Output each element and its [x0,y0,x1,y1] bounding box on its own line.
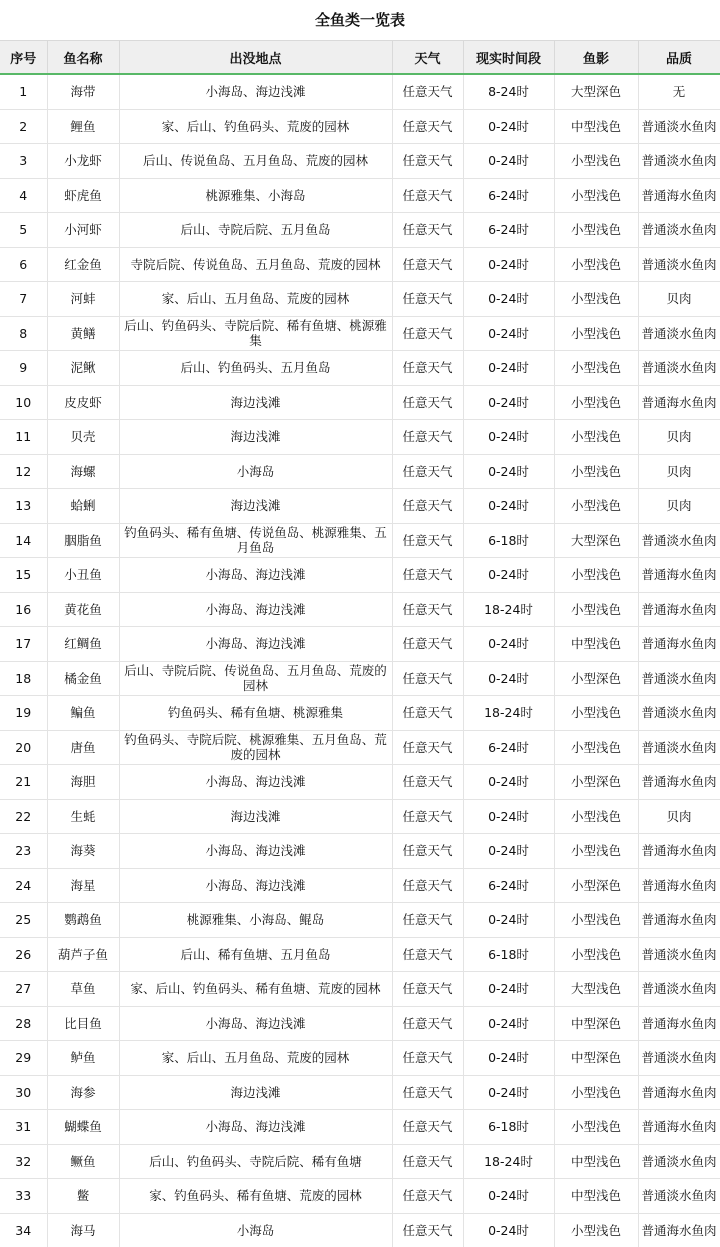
cell-fish-name: 红鲷鱼 [47,627,119,662]
cell-time: 0-24时 [463,627,554,662]
cell-fish-name: 橘金鱼 [47,661,119,696]
table-row [0,592,720,627]
table-row [0,1006,720,1041]
cell-fish-name: 海星 [47,868,119,903]
cell-index: 17 [0,627,47,662]
cell-weather: 任意天气 [392,834,463,869]
cell-time: 6-24时 [463,178,554,213]
cell-shadow: 小型浅色 [554,903,638,938]
cell-shadow: 小型浅色 [554,730,638,765]
cell-time: 0-24时 [463,316,554,351]
cell-fish-name: 海胆 [47,765,119,800]
cell-location: 钓鱼码头、稀有鱼塘、桃源雅集 [119,696,392,731]
cell-shadow: 大型浅色 [554,972,638,1007]
cell-time: 0-24时 [463,247,554,282]
cell-time: 0-24时 [463,972,554,1007]
cell-index: 22 [0,799,47,834]
cell-weather: 任意天气 [392,868,463,903]
cell-weather: 任意天气 [392,1110,463,1145]
cell-quality: 普通海水鱼肉 [638,1213,720,1247]
cell-weather: 任意天气 [392,420,463,455]
cell-index: 11 [0,420,47,455]
cell-shadow: 小型浅色 [554,282,638,317]
cell-weather: 任意天气 [392,730,463,765]
cell-shadow: 小型浅色 [554,1075,638,1110]
table-row [0,661,720,696]
cell-location: 小海岛、海边浅滩 [119,74,392,109]
table-row [0,558,720,593]
cell-weather: 任意天气 [392,282,463,317]
table-row [0,1110,720,1145]
table-row [0,282,720,317]
cell-weather: 任意天气 [392,74,463,109]
table-row [0,454,720,489]
cell-quality: 普通海水鱼肉 [638,627,720,662]
table-row [0,351,720,386]
cell-index: 8 [0,316,47,351]
cell-location: 小海岛 [119,454,392,489]
cell-weather: 任意天气 [392,144,463,179]
cell-time: 0-24时 [463,661,554,696]
cell-location: 后山、钓鱼码头、寺院后院、稀有鱼塘 [119,1144,392,1179]
cell-fish-name: 泥鳅 [47,351,119,386]
cell-quality: 普通海水鱼肉 [638,834,720,869]
cell-location: 小海岛、海边浅滩 [119,558,392,593]
cell-location: 后山、寺院后院、五月鱼岛 [119,213,392,248]
cell-time: 0-24时 [463,489,554,524]
header-index: 序号 [0,41,47,75]
table-row [0,316,720,351]
header-time: 现实时间段 [463,41,554,75]
cell-weather: 任意天气 [392,523,463,558]
cell-index: 30 [0,1075,47,1110]
cell-location: 后山、寺院后院、传说鱼岛、五月鱼岛、荒废的园林 [119,661,392,696]
cell-index: 27 [0,972,47,1007]
table-row [0,1075,720,1110]
cell-fish-name: 唐鱼 [47,730,119,765]
cell-fish-name: 红金鱼 [47,247,119,282]
cell-shadow: 小型浅色 [554,144,638,179]
cell-quality: 普通海水鱼肉 [638,765,720,800]
table-row [0,799,720,834]
cell-weather: 任意天气 [392,1144,463,1179]
cell-weather: 任意天气 [392,1041,463,1076]
cell-shadow: 中型浅色 [554,1179,638,1214]
cell-quality: 普通海水鱼肉 [638,1075,720,1110]
table-row [0,523,720,558]
cell-fish-name: 皮皮虾 [47,385,119,420]
cell-time: 0-24时 [463,351,554,386]
cell-fish-name: 黄鳝 [47,316,119,351]
cell-quality: 普通淡水鱼肉 [638,523,720,558]
table-row [0,74,720,109]
cell-time: 0-24时 [463,799,554,834]
cell-time: 0-24时 [463,282,554,317]
cell-shadow: 小型浅色 [554,937,638,972]
cell-weather: 任意天气 [392,454,463,489]
cell-weather: 任意天气 [392,1075,463,1110]
cell-index: 6 [0,247,47,282]
cell-weather: 任意天气 [392,178,463,213]
cell-index: 15 [0,558,47,593]
cell-shadow: 小型浅色 [554,316,638,351]
table-row [0,1213,720,1247]
table-row [0,972,720,1007]
cell-time: 6-24时 [463,868,554,903]
cell-fish-name: 鳊鱼 [47,696,119,731]
cell-fish-name: 鳖 [47,1179,119,1214]
cell-index: 1 [0,74,47,109]
cell-shadow: 大型深色 [554,74,638,109]
cell-quality: 普通淡水鱼肉 [638,730,720,765]
cell-shadow: 中型浅色 [554,109,638,144]
cell-time: 8-24时 [463,74,554,109]
cell-shadow: 小型深色 [554,661,638,696]
cell-quality: 普通淡水鱼肉 [638,661,720,696]
cell-fish-name: 小龙虾 [47,144,119,179]
cell-time: 0-24时 [463,1006,554,1041]
cell-weather: 任意天气 [392,489,463,524]
cell-weather: 任意天气 [392,972,463,1007]
table-row [0,1144,720,1179]
cell-fish-name: 生蚝 [47,799,119,834]
cell-quality: 普通淡水鱼肉 [638,1179,720,1214]
cell-index: 13 [0,489,47,524]
cell-weather: 任意天气 [392,1213,463,1247]
table-row [0,178,720,213]
cell-quality: 贝肉 [638,489,720,524]
cell-weather: 任意天气 [392,592,463,627]
cell-shadow: 小型浅色 [554,247,638,282]
cell-location: 寺院后院、传说鱼岛、五月鱼岛、荒废的园林 [119,247,392,282]
cell-quality: 普通淡水鱼肉 [638,937,720,972]
cell-shadow: 中型浅色 [554,1144,638,1179]
cell-location: 小海岛、海边浅滩 [119,765,392,800]
table-row [0,903,720,938]
cell-shadow: 中型深色 [554,1006,638,1041]
cell-index: 19 [0,696,47,731]
cell-shadow: 小型浅色 [554,420,638,455]
cell-fish-name: 小丑鱼 [47,558,119,593]
cell-quality: 普通海水鱼肉 [638,592,720,627]
cell-index: 20 [0,730,47,765]
cell-shadow: 小型浅色 [554,799,638,834]
cell-location: 后山、钓鱼码头、五月鱼岛 [119,351,392,386]
table-body [0,74,720,1247]
cell-location: 后山、钓鱼码头、寺院后院、稀有鱼塘、桃源雅集 [119,316,392,351]
cell-quality: 普通淡水鱼肉 [638,316,720,351]
cell-weather: 任意天气 [392,316,463,351]
cell-location: 海边浅滩 [119,420,392,455]
cell-time: 18-24时 [463,1144,554,1179]
cell-index: 4 [0,178,47,213]
cell-index: 28 [0,1006,47,1041]
cell-quality: 普通海水鱼肉 [638,178,720,213]
cell-time: 0-24时 [463,834,554,869]
cell-time: 0-24时 [463,385,554,420]
cell-shadow: 小型浅色 [554,558,638,593]
cell-shadow: 小型浅色 [554,489,638,524]
cell-quality: 普通淡水鱼肉 [638,213,720,248]
cell-quality: 贝肉 [638,799,720,834]
cell-location: 家、后山、钓鱼码头、稀有鱼塘、荒废的园林 [119,972,392,1007]
cell-fish-name: 虾虎鱼 [47,178,119,213]
table-row [0,144,720,179]
cell-weather: 任意天气 [392,799,463,834]
cell-quality: 普通淡水鱼肉 [638,247,720,282]
cell-index: 3 [0,144,47,179]
table-row [0,834,720,869]
header-fish-name: 鱼名称 [47,41,119,75]
cell-shadow: 中型浅色 [554,627,638,662]
cell-shadow: 小型浅色 [554,351,638,386]
fish-table [0,40,720,1247]
cell-weather: 任意天气 [392,696,463,731]
cell-time: 6-18时 [463,523,554,558]
table-row [0,385,720,420]
cell-weather: 任意天气 [392,937,463,972]
cell-quality: 无 [638,74,720,109]
cell-location: 小海岛、海边浅滩 [119,627,392,662]
cell-fish-name: 葫芦子鱼 [47,937,119,972]
cell-index: 5 [0,213,47,248]
cell-index: 16 [0,592,47,627]
cell-weather: 任意天气 [392,213,463,248]
cell-location: 海边浅滩 [119,1075,392,1110]
cell-time: 6-24时 [463,213,554,248]
cell-weather: 任意天气 [392,109,463,144]
cell-index: 12 [0,454,47,489]
table-row [0,730,720,765]
cell-shadow: 小型浅色 [554,1213,638,1247]
cell-location: 家、钓鱼码头、稀有鱼塘、荒废的园林 [119,1179,392,1214]
cell-time: 0-24时 [463,903,554,938]
cell-location: 后山、传说鱼岛、五月鱼岛、荒废的园林 [119,144,392,179]
cell-shadow: 小型浅色 [554,213,638,248]
cell-time: 6-18时 [463,937,554,972]
cell-quality: 普通海水鱼肉 [638,558,720,593]
header-weather: 天气 [392,41,463,75]
cell-location: 后山、稀有鱼塘、五月鱼岛 [119,937,392,972]
cell-location: 桃源雅集、小海岛、鲲岛 [119,903,392,938]
cell-fish-name: 草鱼 [47,972,119,1007]
cell-location: 小海岛 [119,1213,392,1247]
cell-time: 0-24时 [463,1213,554,1247]
cell-index: 25 [0,903,47,938]
cell-location: 家、后山、五月鱼岛、荒废的园林 [119,1041,392,1076]
table-row [0,1041,720,1076]
page-title: 全鱼类一览表 [0,0,720,40]
table-row [0,109,720,144]
cell-fish-name: 海马 [47,1213,119,1247]
table-row [0,420,720,455]
cell-fish-name: 小河虾 [47,213,119,248]
cell-location: 小海岛、海边浅滩 [119,868,392,903]
cell-fish-name: 比目鱼 [47,1006,119,1041]
cell-time: 6-24时 [463,730,554,765]
cell-shadow: 小型浅色 [554,696,638,731]
cell-index: 14 [0,523,47,558]
cell-quality: 贝肉 [638,420,720,455]
cell-index: 7 [0,282,47,317]
table-row [0,868,720,903]
cell-time: 0-24时 [463,558,554,593]
cell-location: 小海岛、海边浅滩 [119,834,392,869]
cell-index: 31 [0,1110,47,1145]
cell-quality: 普通淡水鱼肉 [638,1144,720,1179]
cell-quality: 普通海水鱼肉 [638,1006,720,1041]
cell-quality: 普通淡水鱼肉 [638,144,720,179]
cell-time: 0-24时 [463,420,554,455]
cell-location: 家、后山、五月鱼岛、荒废的园林 [119,282,392,317]
cell-time: 0-24时 [463,1041,554,1076]
cell-shadow: 小型深色 [554,765,638,800]
cell-index: 2 [0,109,47,144]
cell-index: 18 [0,661,47,696]
cell-fish-name: 海螺 [47,454,119,489]
cell-weather: 任意天气 [392,351,463,386]
cell-quality: 普通淡水鱼肉 [638,1041,720,1076]
table-row [0,937,720,972]
cell-quality: 普通海水鱼肉 [638,1110,720,1145]
cell-weather: 任意天气 [392,661,463,696]
cell-fish-name: 蛤蜊 [47,489,119,524]
cell-location: 家、后山、钓鱼码头、荒废的园林 [119,109,392,144]
cell-location: 海边浅滩 [119,799,392,834]
cell-shadow: 小型浅色 [554,1110,638,1145]
cell-time: 18-24时 [463,696,554,731]
cell-quality: 贝肉 [638,454,720,489]
cell-index: 34 [0,1213,47,1247]
cell-weather: 任意天气 [392,627,463,662]
cell-shadow: 小型浅色 [554,178,638,213]
table-row [0,627,720,662]
cell-shadow: 小型浅色 [554,592,638,627]
cell-shadow: 大型深色 [554,523,638,558]
cell-quality: 普通海水鱼肉 [638,385,720,420]
cell-weather: 任意天气 [392,1179,463,1214]
cell-time: 6-18时 [463,1110,554,1145]
cell-quality: 普通淡水鱼肉 [638,109,720,144]
cell-index: 9 [0,351,47,386]
cell-index: 26 [0,937,47,972]
cell-fish-name: 河蚌 [47,282,119,317]
cell-index: 29 [0,1041,47,1076]
cell-location: 钓鱼码头、寺院后院、桃源雅集、五月鱼岛、荒废的园林 [119,730,392,765]
cell-fish-name: 海带 [47,74,119,109]
cell-index: 24 [0,868,47,903]
cell-fish-name: 黄花鱼 [47,592,119,627]
cell-quality: 普通淡水鱼肉 [638,351,720,386]
cell-weather: 任意天气 [392,903,463,938]
cell-index: 21 [0,765,47,800]
header-shadow: 鱼影 [554,41,638,75]
cell-weather: 任意天气 [392,765,463,800]
cell-weather: 任意天气 [392,558,463,593]
cell-shadow: 小型深色 [554,868,638,903]
cell-location: 小海岛、海边浅滩 [119,592,392,627]
cell-weather: 任意天气 [392,247,463,282]
cell-location: 钓鱼码头、稀有鱼塘、传说鱼岛、桃源雅集、五月鱼岛 [119,523,392,558]
cell-weather: 任意天气 [392,385,463,420]
cell-quality: 贝肉 [638,282,720,317]
cell-quality: 普通淡水鱼肉 [638,972,720,1007]
cell-fish-name: 蝴蝶鱼 [47,1110,119,1145]
cell-fish-name: 贝壳 [47,420,119,455]
header-location: 出没地点 [119,41,392,75]
table-row [0,765,720,800]
table-row [0,1179,720,1214]
cell-fish-name: 鹦鹉鱼 [47,903,119,938]
cell-fish-name: 鳜鱼 [47,1144,119,1179]
cell-fish-name: 海葵 [47,834,119,869]
cell-index: 32 [0,1144,47,1179]
table-row [0,213,720,248]
cell-shadow: 中型深色 [554,1041,638,1076]
cell-quality: 普通海水鱼肉 [638,868,720,903]
table-header-row [0,41,720,75]
cell-time: 0-24时 [463,144,554,179]
table-row [0,247,720,282]
table-row [0,696,720,731]
cell-location: 桃源雅集、小海岛 [119,178,392,213]
cell-weather: 任意天气 [392,1006,463,1041]
cell-location: 小海岛、海边浅滩 [119,1110,392,1145]
cell-time: 0-24时 [463,765,554,800]
cell-fish-name: 胭脂鱼 [47,523,119,558]
cell-fish-name: 鲈鱼 [47,1041,119,1076]
cell-quality: 普通海水鱼肉 [638,903,720,938]
cell-quality: 普通淡水鱼肉 [638,696,720,731]
table-row [0,489,720,524]
cell-time: 0-24时 [463,1075,554,1110]
cell-fish-name: 海参 [47,1075,119,1110]
cell-time: 18-24时 [463,592,554,627]
cell-shadow: 小型浅色 [554,834,638,869]
cell-index: 33 [0,1179,47,1214]
cell-index: 23 [0,834,47,869]
cell-shadow: 小型浅色 [554,385,638,420]
cell-shadow: 小型浅色 [554,454,638,489]
cell-time: 0-24时 [463,109,554,144]
cell-location: 小海岛、海边浅滩 [119,1006,392,1041]
cell-time: 0-24时 [463,1179,554,1214]
cell-location: 海边浅滩 [119,385,392,420]
cell-index: 10 [0,385,47,420]
header-quality: 品质 [638,41,720,75]
cell-fish-name: 鲤鱼 [47,109,119,144]
cell-time: 0-24时 [463,454,554,489]
cell-location: 海边浅滩 [119,489,392,524]
